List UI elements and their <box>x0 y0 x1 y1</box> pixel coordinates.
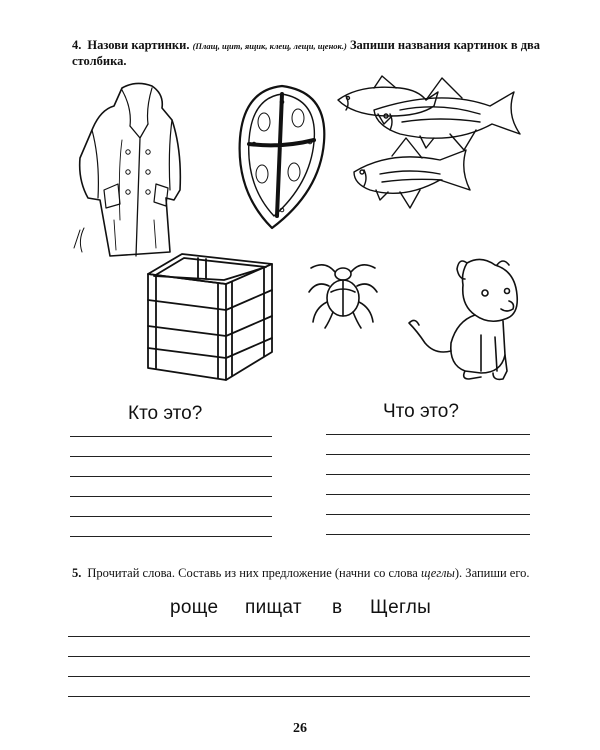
word: в <box>332 597 343 618</box>
task-4-instruction <box>72 38 542 69</box>
sentence-writing-lines[interactable] <box>68 636 530 706</box>
word: пищат <box>245 597 302 618</box>
writing-line[interactable] <box>326 514 530 515</box>
task-italic-word: щеглы <box>420 566 455 580</box>
fish-icon <box>330 70 530 215</box>
writing-line[interactable] <box>68 696 530 697</box>
writing-line[interactable] <box>68 676 530 677</box>
left-writing-lines[interactable] <box>70 436 272 546</box>
writing-line[interactable] <box>70 536 272 537</box>
left-column-title: Кто это? <box>128 403 203 424</box>
writing-line[interactable] <box>70 436 272 437</box>
puppy-icon <box>405 255 530 385</box>
shield-icon <box>232 82 332 232</box>
task-number: 5. <box>72 566 82 580</box>
page-number: 26 <box>293 721 307 736</box>
task-5-instruction <box>72 566 552 581</box>
word: роще <box>170 597 219 618</box>
box-icon <box>140 250 280 385</box>
writing-line[interactable] <box>70 516 272 517</box>
writing-line[interactable] <box>326 534 530 535</box>
writing-line[interactable] <box>68 656 530 657</box>
writing-line[interactable] <box>70 456 272 457</box>
task-text-after: ). Запиши его. <box>454 566 530 580</box>
writing-line[interactable] <box>68 636 530 637</box>
right-writing-lines[interactable] <box>326 434 530 544</box>
right-column-title: Что это? <box>383 401 459 422</box>
task-intro: Назови картинки. <box>87 38 190 52</box>
writing-line[interactable] <box>326 434 530 435</box>
tick-icon <box>303 250 383 330</box>
writing-line[interactable] <box>70 476 272 477</box>
raincoat-icon <box>70 80 200 260</box>
writing-line[interactable] <box>326 494 530 495</box>
task-text-before: Прочитай слова. Составь из них предложение (начни со слова <box>87 566 418 580</box>
task-instruction-text: Запиши названия картинок в два столбика. <box>72 38 541 68</box>
writing-line[interactable] <box>326 474 530 475</box>
writing-line[interactable] <box>70 496 272 497</box>
task-hint: (Плащ, щит, ящик, клещ, лещи, щенок.) <box>192 41 347 51</box>
task-number: 4. <box>72 38 82 52</box>
writing-line[interactable] <box>326 454 530 455</box>
word: Щеглы <box>370 597 432 618</box>
